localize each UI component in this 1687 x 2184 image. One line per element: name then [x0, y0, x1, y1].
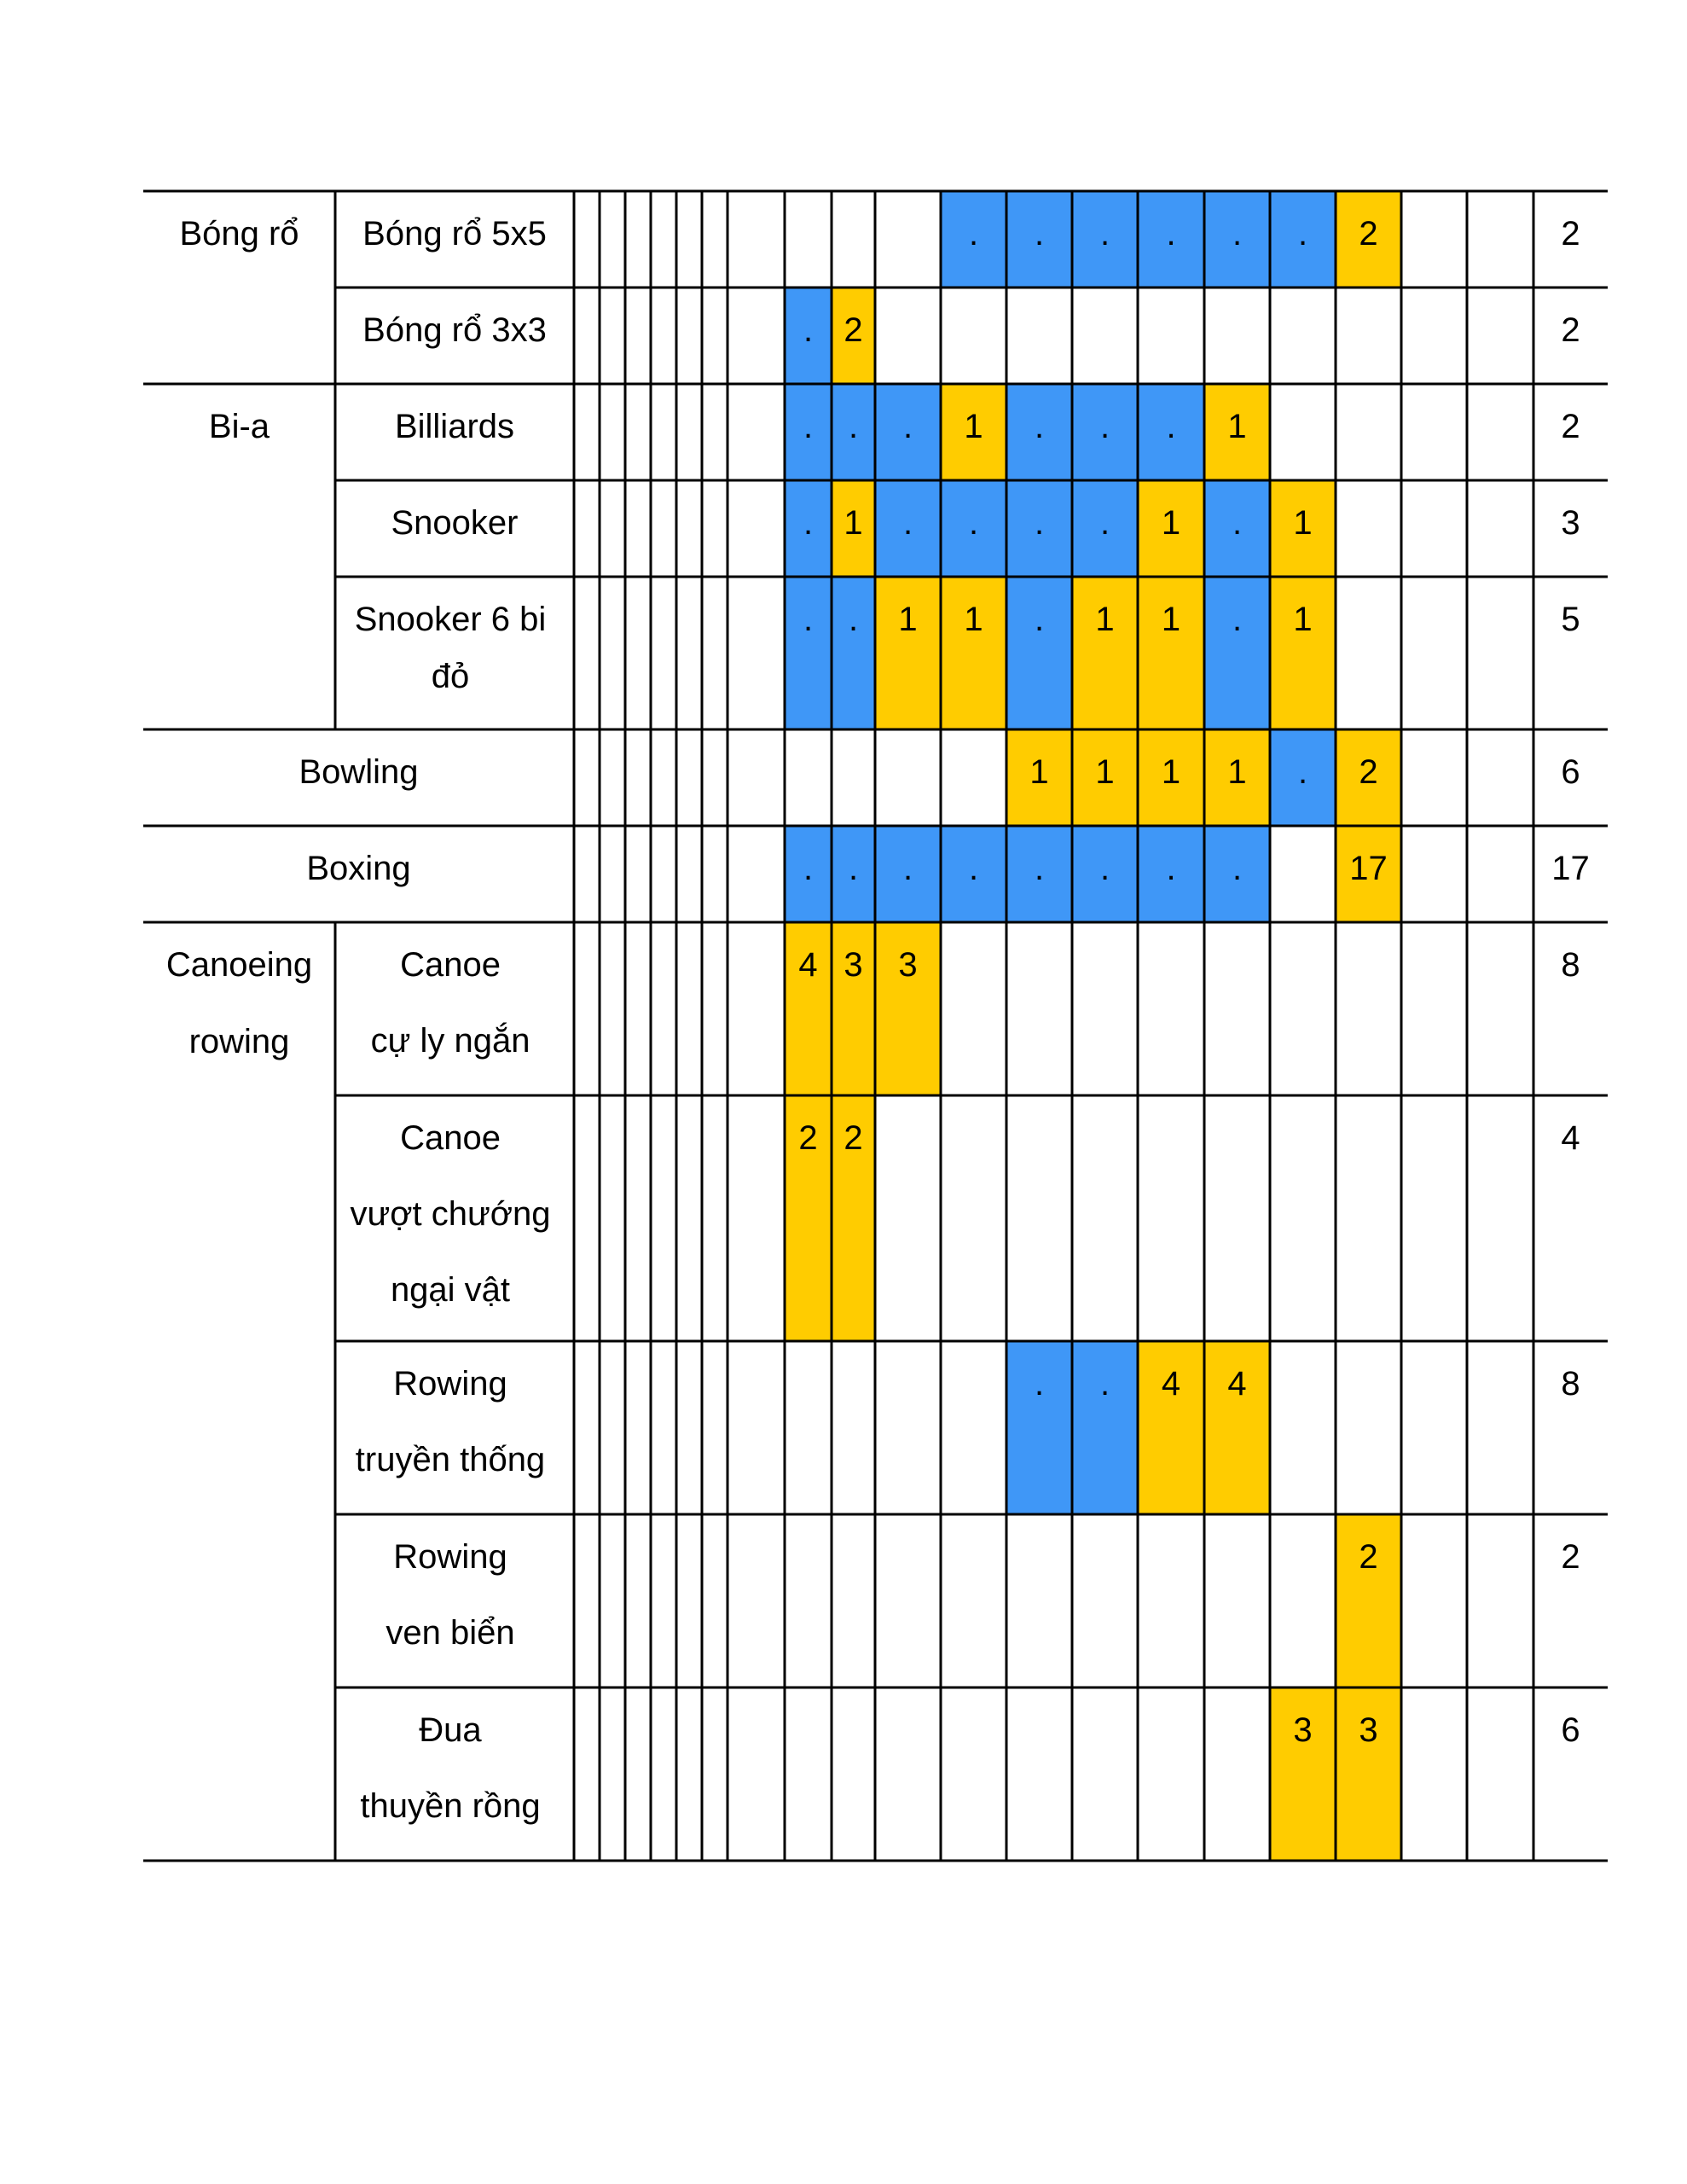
event-label: thuyền rồng — [360, 1787, 541, 1825]
event-label: Snooker — [391, 504, 519, 542]
event-label: Canoe — [400, 1119, 501, 1157]
event-total-label: 3 — [1561, 504, 1580, 542]
medal-count-label: . — [1232, 504, 1243, 542]
event-label: ngại vật — [390, 1271, 511, 1309]
medal-count-label: . — [1166, 850, 1176, 887]
medal-count-label: 4 — [798, 946, 818, 984]
event-label: Rowing — [393, 1538, 507, 1576]
event-total-label: 8 — [1561, 946, 1580, 984]
event-label: Bowling — [299, 753, 419, 791]
event-label: Đua — [419, 1711, 482, 1749]
event-total-label: 17 — [1551, 850, 1590, 887]
final-day-cell — [1072, 577, 1138, 729]
event-label: ven biển — [386, 1614, 515, 1652]
medal-count-label: 3 — [844, 946, 863, 984]
medal-count-label: . — [1034, 1365, 1045, 1403]
medal-count-label: . — [803, 850, 814, 887]
event-label: truyền thống — [355, 1441, 546, 1478]
medal-count-label: . — [848, 601, 859, 638]
medal-count-label: . — [1099, 1365, 1110, 1403]
event-label: Rowing — [393, 1365, 507, 1403]
medal-count-label: 4 — [1161, 1365, 1181, 1403]
event-total-label: 5 — [1561, 601, 1580, 638]
medal-count-label: 1 — [898, 601, 918, 638]
medal-count-label: 1 — [1095, 753, 1115, 791]
event-total-label: 2 — [1561, 408, 1580, 445]
medal-count-label: 2 — [1359, 215, 1378, 253]
medal-count-label: . — [1166, 215, 1176, 253]
medal-count-label: . — [1034, 215, 1045, 253]
medal-count-label: . — [968, 850, 979, 887]
competition-day-cell — [1204, 577, 1270, 729]
medal-count-label: 2 — [1359, 753, 1378, 791]
sport-group-label: Bi-a — [208, 408, 270, 445]
medal-count-label: 1 — [964, 601, 983, 638]
event-total-label: 6 — [1561, 753, 1580, 791]
medal-count-label: . — [1232, 850, 1243, 887]
medal-count-label: 17 — [1349, 850, 1388, 887]
sport-group-label: rowing — [188, 1023, 290, 1060]
medal-count-label: . — [1099, 850, 1110, 887]
competition-day-cell — [785, 577, 832, 729]
medal-count-label: 2 — [1359, 1538, 1378, 1576]
medal-count-label: . — [968, 215, 979, 253]
final-day-cell — [875, 577, 941, 729]
medal-count-label: . — [1166, 408, 1176, 445]
medal-count-label: 1 — [1227, 753, 1247, 791]
medal-count-label: 1 — [1161, 601, 1181, 638]
medal-count-label: . — [968, 504, 979, 542]
competition-day-cell — [832, 577, 875, 729]
event-label: vượt chướng — [350, 1195, 551, 1233]
event-total-label: 8 — [1561, 1365, 1580, 1403]
event-total-label: 2 — [1561, 215, 1580, 253]
medal-count-label: 2 — [844, 311, 863, 349]
medal-count-label: 1 — [1293, 601, 1313, 638]
medal-count-label: . — [1034, 504, 1045, 542]
medal-count-label: 1 — [1161, 753, 1181, 791]
medal-count-label: 1 — [1293, 504, 1313, 542]
medal-count-label: 1 — [964, 408, 983, 445]
medal-count-label: . — [803, 311, 814, 349]
medal-count-label: . — [848, 408, 859, 445]
schedule-cells — [785, 191, 1401, 1861]
medal-count-label: 3 — [898, 946, 918, 984]
medal-count-label: . — [803, 601, 814, 638]
medal-count-label: . — [1297, 753, 1308, 791]
event-total-label: 2 — [1561, 1538, 1580, 1576]
medal-count-label: 1 — [1227, 408, 1247, 445]
sport-group-label: Canoeing — [165, 946, 313, 984]
final-day-cell — [941, 577, 1006, 729]
medal-count-label: . — [1099, 408, 1110, 445]
event-label: Canoe — [400, 946, 501, 984]
event-label: Bóng rổ 3x3 — [362, 311, 547, 349]
medal-count-label: . — [1034, 850, 1045, 887]
medal-count-label: 2 — [798, 1119, 818, 1157]
event-label: cự ly ngắn — [370, 1022, 530, 1060]
medal-schedule-table — [143, 191, 1590, 1863]
event-label: Bóng rổ 5x5 — [362, 215, 547, 253]
medal-count-label: . — [1232, 601, 1243, 638]
event-label: Snooker 6 bi — [354, 601, 547, 638]
medal-count-label: . — [848, 850, 859, 887]
medal-count-label: . — [1297, 215, 1308, 253]
medal-count-label: . — [902, 504, 913, 542]
medal-count-label: 3 — [1359, 1711, 1378, 1749]
medal-count-label: . — [1099, 504, 1110, 542]
event-total-label: 6 — [1561, 1711, 1580, 1749]
medal-count-label: 1 — [1095, 601, 1115, 638]
sport-group-label: Bóng rổ — [179, 215, 299, 253]
medal-count-label: 1 — [1161, 504, 1181, 542]
medal-count-label: . — [902, 850, 913, 887]
competition-day-cell — [1006, 577, 1072, 729]
medal-count-label: 1 — [1029, 753, 1049, 791]
medal-count-label: . — [1034, 601, 1045, 638]
medal-count-label: . — [1232, 215, 1243, 253]
medal-count-label: 1 — [844, 504, 863, 542]
medal-count-label: 4 — [1227, 1365, 1247, 1403]
event-label: Billiards — [394, 408, 515, 445]
medal-count-label: . — [1034, 408, 1045, 445]
medal-count-label: . — [803, 408, 814, 445]
medal-count-label: . — [803, 504, 814, 542]
medal-count-label: 3 — [1293, 1711, 1313, 1749]
event-label: đỏ — [431, 658, 470, 695]
event-label: Boxing — [306, 850, 411, 887]
medal-count-label: . — [902, 408, 913, 445]
medal-count-label: . — [1099, 215, 1110, 253]
medal-count-label: 2 — [844, 1119, 863, 1157]
final-day-cell — [1138, 577, 1204, 729]
event-total-label: 4 — [1561, 1119, 1580, 1157]
final-day-cell — [1270, 577, 1336, 729]
event-total-label: 2 — [1561, 311, 1580, 349]
